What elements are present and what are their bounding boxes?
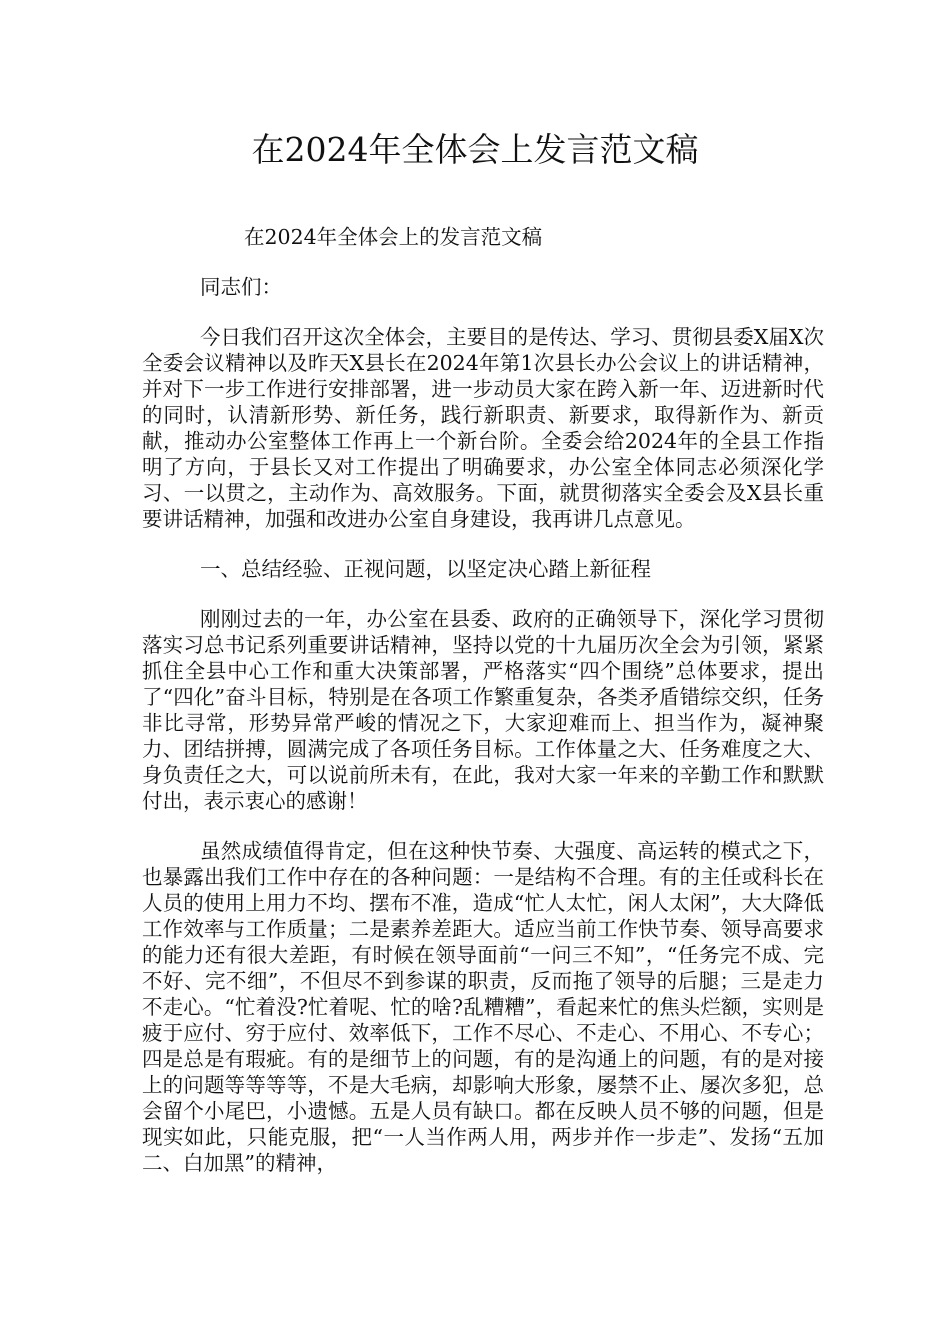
- paragraph-problems: 虽然成绩值得肯定，但在这种快节奏、大强度、高运转的模式之下，也暴露出我们工作中存在的各种问题：一是结构不合理。有的主任或科长在人员的使用上用力不均、摆布不准，造成“忙人太忙，闲人太闲”，大大降低工作效率与工作质量；二是素养差距大。适应当前工作快节奏、领导高要求的能力还有很大差距，有时候在领导面前“一问三不知”，“任务完不成、完不好、完不细”，不但尽不到参谋的职责，反而拖了领导的后腿；三是走力不走心。“忙着没?忙着呢、忙的啥?乱糟糟”，看起来忙的焦头烂额，实则是疲于应付、穷于应付、效率低下，工作不尽心、不走心、不用心、不专心；四是总是有瑕疵。有的是细节上的问题，有的是沟通上的问题，有的是对接上的问题等等等等，不是大毛病，却影响大形象，屡禁不止、屡次多犯，总会留个小尾巴，小遗憾。五是人员有缺口。都在反映人员不够的问题，但是现实如此，只能克服，把“一人当作两人用，两步并作一步走”、发扬“五加二、白加黑”的精神，: [142, 839, 824, 1175]
- paragraph-intro: 今日我们召开这次全体会，主要目的是传达、学习、贯彻县委X届X次全委会议精神以及昨天X县长在2024年第1次县长办公会议上的讲话精神，并对下一步工作进行安排部署，进一步动员大家在跨入新一年、迈进新时代的同时，认清新形势、新任务，践行新职责、新要求，取得新作为、新贡献，推动办公室整体工作再上一个新台阶。全委会给2024年的全县工作指明了方向，于县长又对工作提出了明确要求，办公室全体同志必须深化学习、一以贯之，主动作为、高效服务。下面，就贯彻落实全委会及X县长重要讲话精神，加强和改进办公室自身建设，我再讲几点意见。: [142, 325, 824, 531]
- section-heading-1: 一、总结经验、正视问题，以坚定决心踏上新征程: [200, 557, 651, 581]
- document-body: [142, 224, 824, 1200]
- greeting: 同志们：: [200, 275, 282, 299]
- document-subtitle: 在2024年全体会上的发言范文稿: [244, 225, 543, 249]
- document-title: 在2024年全体会上发言范文稿: [251, 130, 699, 169]
- paragraph-achievements: 刚刚过去的一年，办公室在县委、政府的正确领导下，深化学习贯彻落实习总书记系列重要讲话精神，坚持以党的十九届历次全会为引领，紧紧抓住全县中心工作和重大决策部署，严格落实“四个围绕”总体要求，提出了“四化”奋斗目标，特别是在各项工作繁重复杂，各类矛盾错综交织，任务非比寻常，形势异常严峻的情况之下，大家迎难而上、担当作为，凝神聚力、团结拼搏，圆满完成了各项任务目标。工作体量之大、任务难度之大、身负责任之大，可以说前所未有，在此，我对大家一年来的辛勤工作和默默付出，表示衷心的感谢！: [142, 607, 824, 813]
